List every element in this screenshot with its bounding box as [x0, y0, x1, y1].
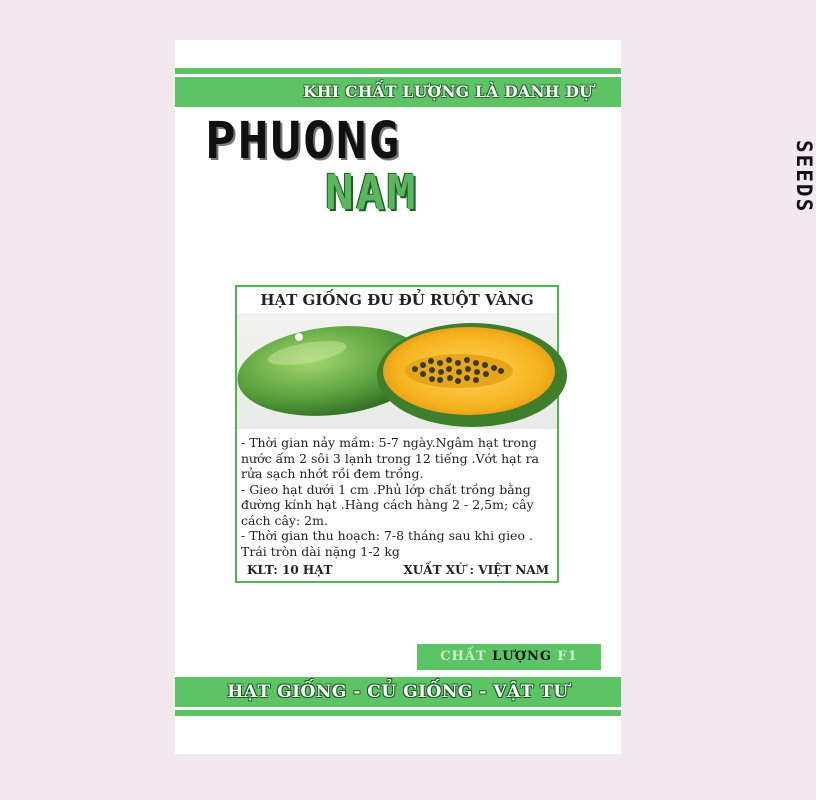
top-accent-line: [175, 68, 621, 74]
slogan: KHI CHẤT LƯỢNG LÀ DANH DỰ: [303, 82, 593, 101]
quality-part1: CHẤT: [440, 649, 487, 664]
top-banner: [175, 77, 621, 107]
footer-text: HẠT GIỐNG - CỦ GIỐNG - VẬT TƯ: [227, 682, 569, 702]
brand-name-line2: NAM: [325, 165, 418, 221]
product-description: [241, 435, 553, 559]
product-info-box: [235, 285, 559, 583]
bottom-banner: [175, 677, 621, 707]
description-line: - Thời gian nảy mầm: 5-7 ngày.Ngâm hạt trong nước ấm 2 sôi 3 lạnh trong 12 tiếng .Vớt hạt ra rửa sạch nhớt rồi đem trồng.: [241, 435, 539, 481]
description-line: - Gieo hạt dưới 1 cm .Phủ lớp chất trồng bằng đường kính hạt .Hàng cách hàng 2 - 2,5m; cây cách cây: 2m.: [241, 481, 534, 528]
brand-name-line1: PHUONG: [205, 112, 402, 171]
papaya-photo: [237, 313, 557, 429]
brand-seeds-vertical: SEEDS: [792, 140, 816, 214]
origin-label: XUẤT XỨ : VIỆT NAM: [403, 563, 549, 577]
bottom-accent-line: [175, 710, 621, 716]
seed-packet: [175, 40, 816, 754]
papaya-illustration: [237, 313, 557, 429]
quality-part2: LƯỢNG: [492, 649, 552, 664]
quantity-label: KLT: 10 HẠT: [247, 563, 333, 577]
description-line: - Thời gian thu hoạch: 7-8 tháng sau khi gieo . Trái tròn dài nặng 1-2 kg: [241, 528, 533, 559]
quality-part3: F1: [557, 649, 578, 664]
quality-badge: [417, 644, 601, 670]
product-title: HẠT GIỐNG ĐU ĐỦ RUỘT VÀNG: [260, 291, 534, 309]
